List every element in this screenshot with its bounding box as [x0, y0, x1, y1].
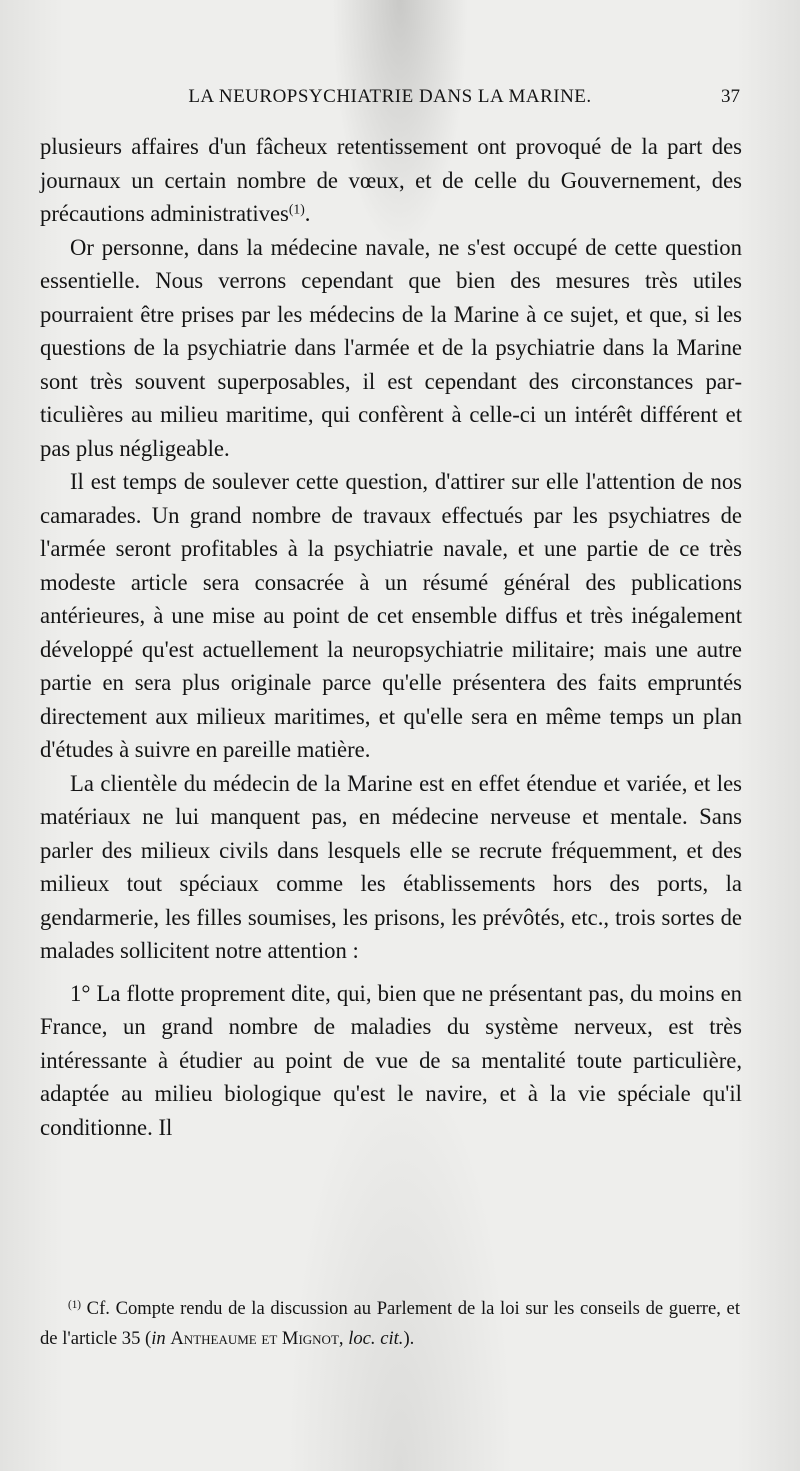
- paragraph-1-text: plusieurs affaires d'un fâcheux retentissement ont provoqué de la part des journaux un certain nombre de vœux, et de celle du Gouvernement, des précautions administratives: [40, 134, 742, 226]
- footnote-authors: Antheaume et Mignot,: [170, 1328, 344, 1349]
- page-number: 37: [721, 86, 740, 107]
- footnote-text: Cf. Compte rendu de la discussion au Parlement de la loi sur les conseils de guerre, et de l'article 35 (: [40, 1298, 740, 1349]
- body-text: [40, 130, 742, 1144]
- footnote: [40, 1294, 740, 1354]
- paragraph-5-list-item: 1° La flotte proprement dite, qui, bien que ne présentant pas, du moins en France, un grand nombre de maladies du système nerveux, est très intéressante à étudier au point de vue de sa mentalité toute particulière, adaptée au milieu biologique qu'est le navire, et à la vie spéciale qu'il conditionne. Il: [40, 980, 742, 1140]
- footnote-close: ).: [403, 1328, 415, 1349]
- footnote-in: in: [151, 1328, 166, 1349]
- paragraph-3: Il est temps de soulever cette question, d'attirer sur elle l'attention de nos camarades. Un grand nombre de travaux effectués par les psychiatres de l'armée seront profitables à la psychiatrie navale, et une partie de ce très modeste article sera consacrée à un résumé général des publications antérieures, à une mise au point de cet ensemble diffus et très inégalement développé qu'est actuellement la neuropsychiatrie militaire; mais une autre partie en sera plus originale parce qu'elle présentera des faits empruntés directement aux milieux maritimes, et qu'elle sera en même temps un plan d'études à suivre en pareille matière.: [40, 469, 742, 762]
- footnote-marker: (1): [68, 1298, 82, 1311]
- paragraph-2: Or personne, dans la médecine navale, ne s'est occupé de cette question essentielle. Nous verrons cependant que bien des mesures très utiles pourraient être prises par les médecins de la Marine à ce sujet, et que, si les questions de la psychiatrie dans l'armée et de la psychiatrie dans la Marine sont très souvent superposables, il est cependant des circonstances particulières au milieu maritime, qui confèrent à celle-ci un intérêt différent et pas plus négligeable.: [40, 234, 742, 461]
- paragraph-1-tail: .: [304, 201, 311, 226]
- running-title: LA NEUROPSYCHIATRIE DANS LA MARINE.: [188, 86, 592, 107]
- footnote-loc-cit: loc. cit.: [348, 1328, 404, 1349]
- footnote-reference: (1): [288, 201, 305, 217]
- paragraph-4: La clientèle du médecin de la Marine est en effet étendue et variée, et les matériaux ne lui manquent pas, en médecine nerveuse et mentale. Sans parler des milieux civils dans lesquels elle se recrute fréquemment, et des milieux tout spéciaux comme les établissements hors des ports, la gendarmerie, les filles soumises, les prisons, les prévôtés, etc., trois sortes de malades sollicitent notre attention :: [40, 770, 742, 963]
- paragraph-1: [40, 130, 742, 231]
- running-head: [40, 86, 740, 116]
